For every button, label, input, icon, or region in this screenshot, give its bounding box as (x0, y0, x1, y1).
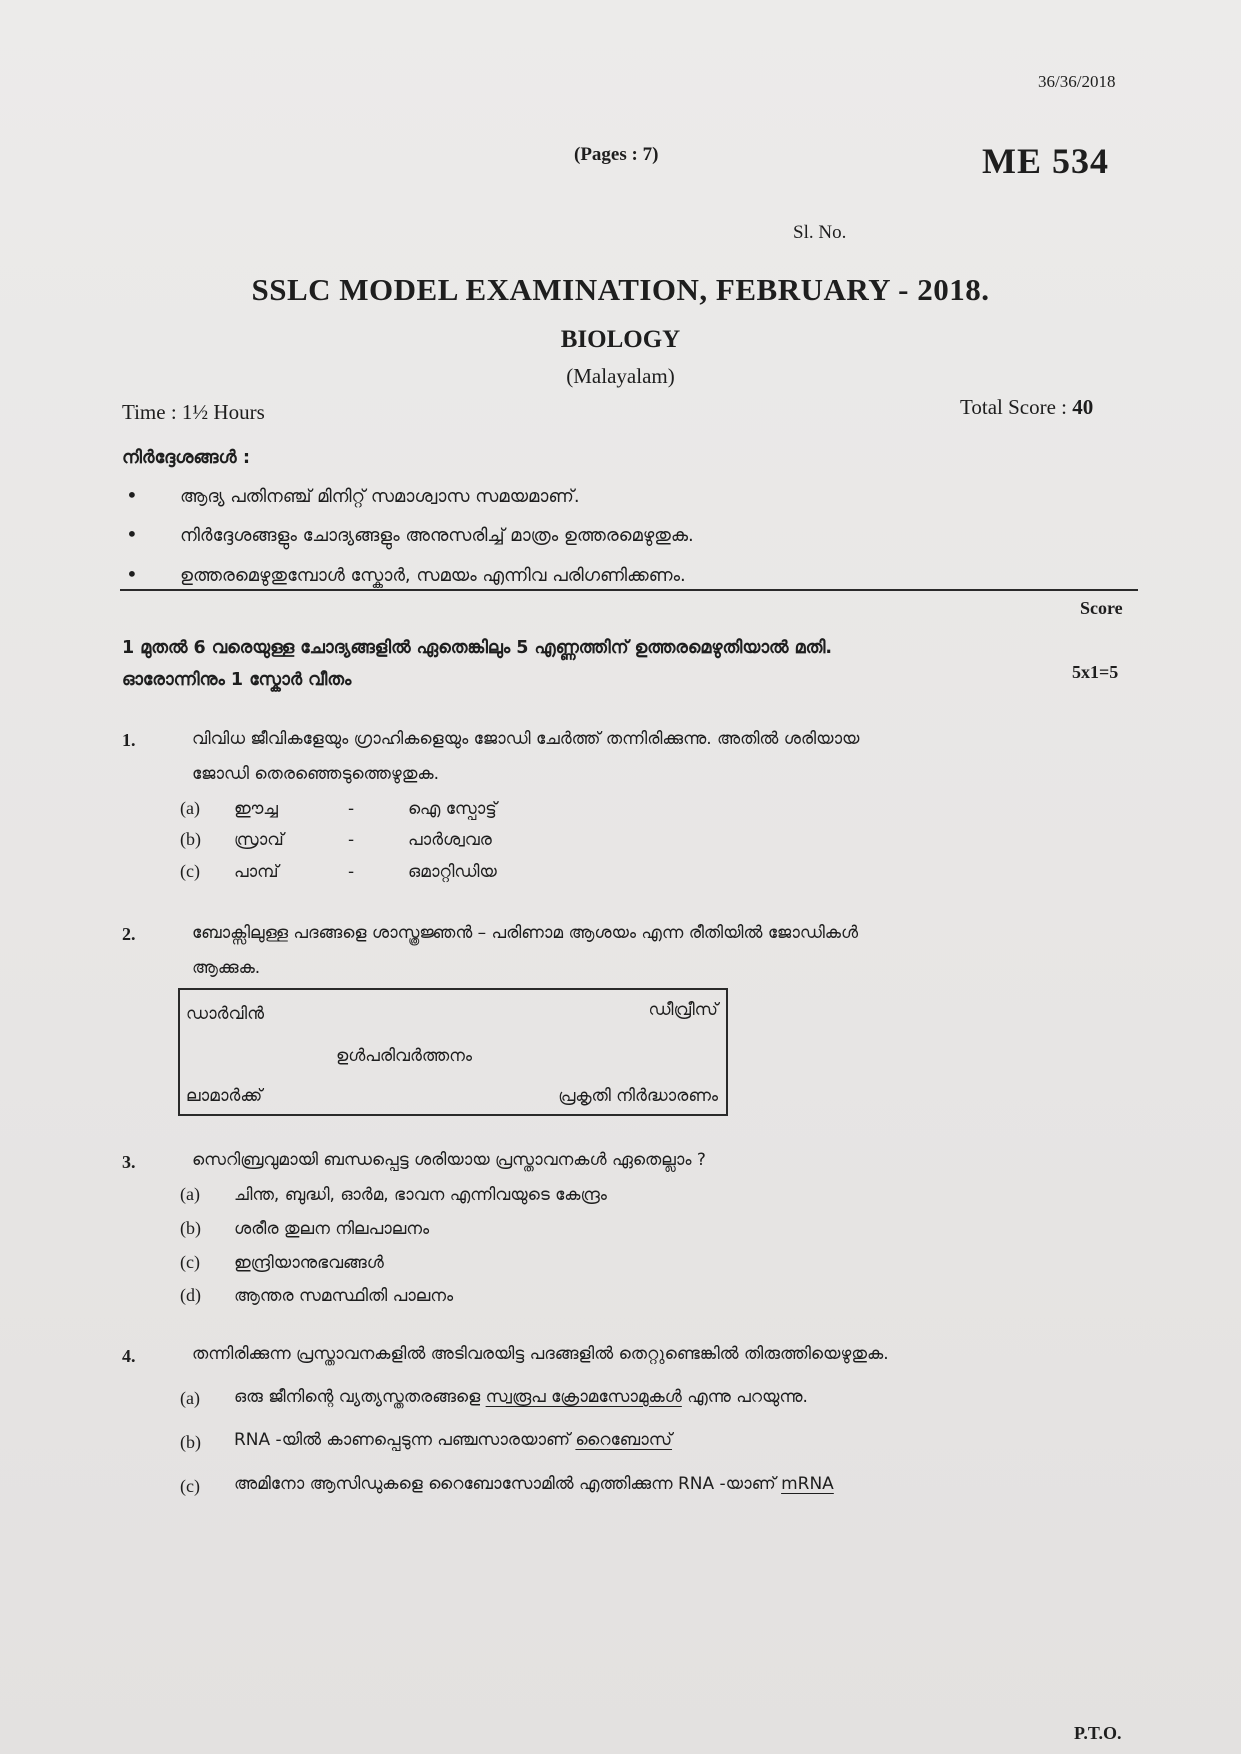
option-dash: - (348, 799, 355, 819)
instruction-item: ഉത്തരമെഴുതുമ്പോൾ സ്കോർ, സമയം എന്നിവ പരിഗണിക്കണം. (180, 565, 686, 586)
option-label: (a) (180, 798, 200, 818)
total-score (960, 395, 1093, 420)
box-term: ഡാർവിൻ (186, 1004, 264, 1024)
instruction-item: ആദ്യ പതിനഞ്ച് മിനിറ്റ് സമാശ്വാസ സമയമാണ്. (180, 486, 580, 507)
term-box (178, 988, 728, 1116)
total-score-value: 40 (1072, 395, 1094, 419)
section-instruction-2: ഓരോന്നിനും 1 സ്കോർ വീതം (122, 670, 352, 690)
option-text: ശരീര തുലന നിലപാലനം (234, 1219, 430, 1239)
option-label: (d) (180, 1285, 201, 1305)
option-left: പാമ്പ് (234, 862, 279, 882)
document-code: 36/36/2018 (1038, 72, 1116, 91)
box-term: പ്രകൃതി നിർദ്ധാരണം (558, 1086, 718, 1106)
statement-text: ഒരു ജീനിന്റെ വ്യത്യസ്തതരങ്ങളെ (234, 1387, 486, 1407)
question-text-2: ആക്കുക. (192, 958, 261, 978)
paper-code: ME 534 (982, 141, 1109, 181)
option-left: ഈച്ച (234, 799, 278, 819)
underlined-term: സ്വരൂപ ക്രോമസോമുകൾ (485, 1387, 682, 1407)
section-instruction: 1 മുതൽ 6 വരെയുള്ള ചോദ്യങ്ങളിൽ ഏതെങ്കിലും 5 എണ്ണത്തിന് ഉത്തരമെഴുതിയാൽ മതി. (122, 638, 833, 658)
statement-c (234, 1474, 834, 1494)
underlined-term: mRNA (781, 1474, 834, 1494)
box-term: ഡീവ്രീസ് (648, 1000, 718, 1020)
question-text: ബോക്സിലുള്ള പദങ്ങളെ ശാസ്ത്രജ്ഞൻ – പരിണാമ ആശയം എന്ന രീതിയിൽ ജോഡികൾ (192, 923, 859, 943)
bullet-icon: • (126, 483, 138, 507)
option-left: സ്രാവ് (234, 830, 284, 850)
question-number: 2. (122, 924, 136, 944)
instruction-item: നിർദ്ദേശങ്ങളും ചോദ്യങ്ങളും അനുസരിച്ച് മാത്രം ഉത്തരമെഴുതുക. (180, 525, 694, 546)
option-label: (b) (180, 1432, 201, 1452)
option-text: ആന്തര സമസ്ഥിതി പാലനം (234, 1286, 454, 1306)
option-dash: - (348, 830, 355, 850)
question-text: തന്നിരിക്കുന്ന പ്രസ്താവനകളിൽ അടിവരയിട്ട പദങ്ങളിൽ തെറ്റുണ്ടെങ്കിൽ തിരുത്തിയെഴുതുക. (192, 1344, 889, 1364)
option-label: (c) (180, 1252, 200, 1272)
divider (120, 589, 1138, 591)
statement-a (234, 1387, 808, 1407)
underlined-term: റൈബോസ് (575, 1430, 673, 1450)
subject-title: BIOLOGY (560, 326, 681, 353)
option-dash: - (348, 862, 355, 882)
option-label: (b) (180, 1218, 201, 1238)
instructions-heading: നിർദ്ദേശങ്ങൾ : (122, 447, 251, 468)
exam-title: SSLC MODEL EXAMINATION, FEBRUARY - 2018. (251, 272, 990, 307)
option-label: (b) (180, 829, 201, 849)
box-term: ഉൾപരിവർത്തനം (336, 1046, 473, 1066)
statement-text: എന്നു പറയുന്നു. (681, 1387, 808, 1407)
option-label: (a) (180, 1184, 200, 1204)
question-text: വിവിധ ജീവികളേയും ഗ്രാഹികളെയും ജോഡി ചേർത്ത് തന്നിരിക്കുന്നു. അതിൽ ശരിയായ (192, 729, 860, 749)
question-number: 3. (122, 1152, 136, 1172)
please-turn-over: P.T.O. (1074, 1723, 1122, 1743)
option-label: (c) (180, 861, 200, 881)
bullet-icon: • (126, 562, 138, 586)
statement-text: RNA -യിൽ കാണപ്പെടുന്ന പഞ്ചസാരയാണ് (234, 1430, 576, 1450)
language-label: (Malayalam) (566, 364, 675, 388)
option-right: ഒമാറ്റിഡിയ (408, 862, 497, 882)
question-number: 4. (122, 1346, 136, 1366)
total-score-label: Total Score : (960, 395, 1073, 419)
page-count: (Pages : 7) (574, 144, 659, 165)
option-text: ഇന്ദ്രിയാനുഭവങ്ങൾ (234, 1253, 384, 1273)
question-text: സെറിബ്രവുമായി ബന്ധപ്പെട്ട ശരിയായ പ്രസ്താവനകൾ ഏതെല്ലാം ? (192, 1150, 706, 1170)
score-column-heading: Score (1080, 598, 1123, 618)
question-number: 1. (122, 730, 136, 750)
option-right: ഐ സ്പോട്ട് (408, 799, 497, 819)
bullet-icon: • (126, 522, 138, 546)
statement-b (234, 1430, 672, 1450)
option-right: പാർശ്വവര (408, 830, 492, 850)
option-label: (c) (180, 1476, 200, 1496)
statement-text: അമിനോ ആസിഡുകളെ റൈബോസോമിൽ എത്തിക്കുന്ന RNA -യാണ് (234, 1474, 782, 1494)
time-label: Time : 1½ Hours (122, 400, 265, 424)
option-label: (a) (180, 1388, 200, 1408)
section-score: 5x1=5 (1072, 662, 1119, 682)
question-text-2: ജോഡി തെരഞ്ഞെടുത്തെഴുതുക. (192, 764, 439, 784)
serial-number-label: Sl. No. (793, 222, 847, 243)
option-text: ചിന്ത, ബുദ്ധി, ഓർമ, ഭാവന എന്നിവയുടെ കേന്ദ്രം (234, 1185, 607, 1205)
box-term: ലാമാർക്ക് (186, 1086, 263, 1106)
